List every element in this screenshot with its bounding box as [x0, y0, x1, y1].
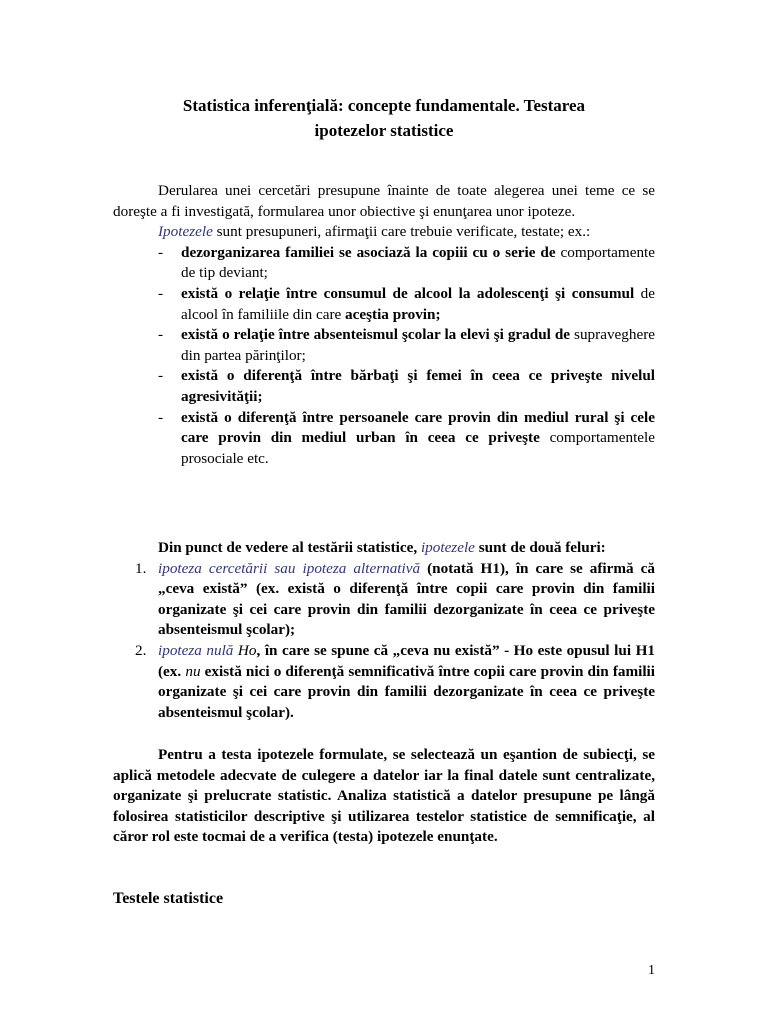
list-item-text: comportamentele prosociale etc. [181, 429, 655, 467]
list-item-text: de alcool în familiile din care [181, 284, 655, 323]
page-number: 1 [648, 963, 655, 978]
term-alternative-hypothesis: ipoteza cercetării sau ipoteza alternativă [158, 559, 421, 577]
list-item-text-bold: există o diferenţă între bărbaţi şi femei în ceea ce priveşte nivelul [181, 367, 655, 385]
paragraph-testing-process: Pentru a testa ipotezele formulate, se selectează un eşantion de subiecţi, se aplică metodele adecvate de culegere a datelor iar la final datele sunt centralizate, organizate şi prelucrate statistic. Analiza statistică a datelor presupune pe lângă folosirea statisticilor descriptive şi utilizarea testelor statistice de semnificaţie, al căror rol este tocmai de a verifica (testa) ipotezele enunţate. [113, 746, 655, 846]
bullet-dash: - [158, 326, 164, 344]
list-item-text: supraveghere din partea părinţilor; [181, 326, 656, 364]
term-null-hypothesis: ipoteza nulă [158, 641, 234, 659]
list-item-null-hypothesis [113, 641, 655, 723]
body-section-hypotheses [113, 181, 655, 469]
list-item-text-bold: există o relaţie între absenteismul şcolar la elevi şi gradul de [181, 326, 571, 344]
bullet-dash: - [158, 284, 164, 302]
list-item-text-bold-2: agresivităţii; [181, 387, 263, 405]
list-number: 1. [135, 559, 147, 577]
list-item-text-bold: există o diferenţă între persoanele care provin din mediul rural şi cele care provin din mediul urban în ceea ce priveşte [181, 408, 655, 447]
list-item [113, 408, 655, 470]
document-title [0, 93, 768, 143]
list-item [113, 284, 655, 325]
bullet-dash: - [158, 243, 164, 261]
section-heading-statistical-tests: Testele statistice [113, 890, 224, 907]
term-ipotezele: Ipotezele [158, 223, 213, 241]
list-item [113, 243, 655, 284]
list-item [113, 366, 655, 407]
paragraph-testing-types [113, 538, 655, 559]
paragraph-hypotheses-rest: sunt presupuneri, afirmaţii care trebuie verificate, testate; ex.: [212, 223, 591, 241]
title-line-1: Statistica inferenţială: concepte fundamentale. Testarea [182, 96, 586, 115]
term-ho: Ho [233, 641, 257, 659]
bullet-dash: - [158, 408, 164, 426]
list-item [113, 325, 655, 366]
list-item-text-bold: dezorganizarea familiei se asociază la copiii cu o serie de [181, 243, 556, 261]
paragraph-hypotheses-definition [113, 222, 655, 243]
paragraph-intro: Derularea unei cercetări presupune înainte de toate alegerea unei teme ce se doreşte a fi investigată, formularea unor obiective şi enunţarea unor ipoteze. [113, 182, 655, 220]
title-line-2: ipotezelor statistice [314, 121, 454, 140]
term-ipotezele-2: ipotezele [420, 539, 475, 556]
list-number: 2. [135, 641, 147, 659]
bullet-dash: - [158, 367, 164, 385]
list-item-text-bold: există o relaţie între consumul de alcool la adolescenţi şi consumul [181, 284, 635, 302]
list-item-text-2: există nici o diferenţă semnificativă între copii care provin din familii organizate şi cei care provin din familii dezorganizate în ceea ce priveşte absenteismul şcolar). [158, 662, 655, 721]
list-item-text: (notată H1), în care se afirmă că „ceva există” (ex. există o diferenţă între copii care provin din familii organizate şi cei care provin din familii dezorganizate în ceea ce priveşte absenteismul şcolar); [158, 559, 655, 639]
list-item-alternative-hypothesis [113, 559, 655, 641]
hypotheses-example-list [113, 243, 655, 470]
list-item-text: comportamente de tip deviant; [181, 243, 656, 282]
text-segment: Din punct de vedere al testării statistice, [158, 539, 421, 556]
list-item-text-bold-end: aceştia provin; [341, 305, 441, 323]
hypothesis-types-list [113, 559, 655, 724]
body-section-testing [113, 538, 655, 723]
text-segment: sunt de două feluri: [474, 539, 606, 556]
list-item-text: , în care se spune că „ceva nu există” - Ho este opusul lui H1 (ex. [158, 641, 656, 680]
term-nu: nu [185, 662, 201, 680]
